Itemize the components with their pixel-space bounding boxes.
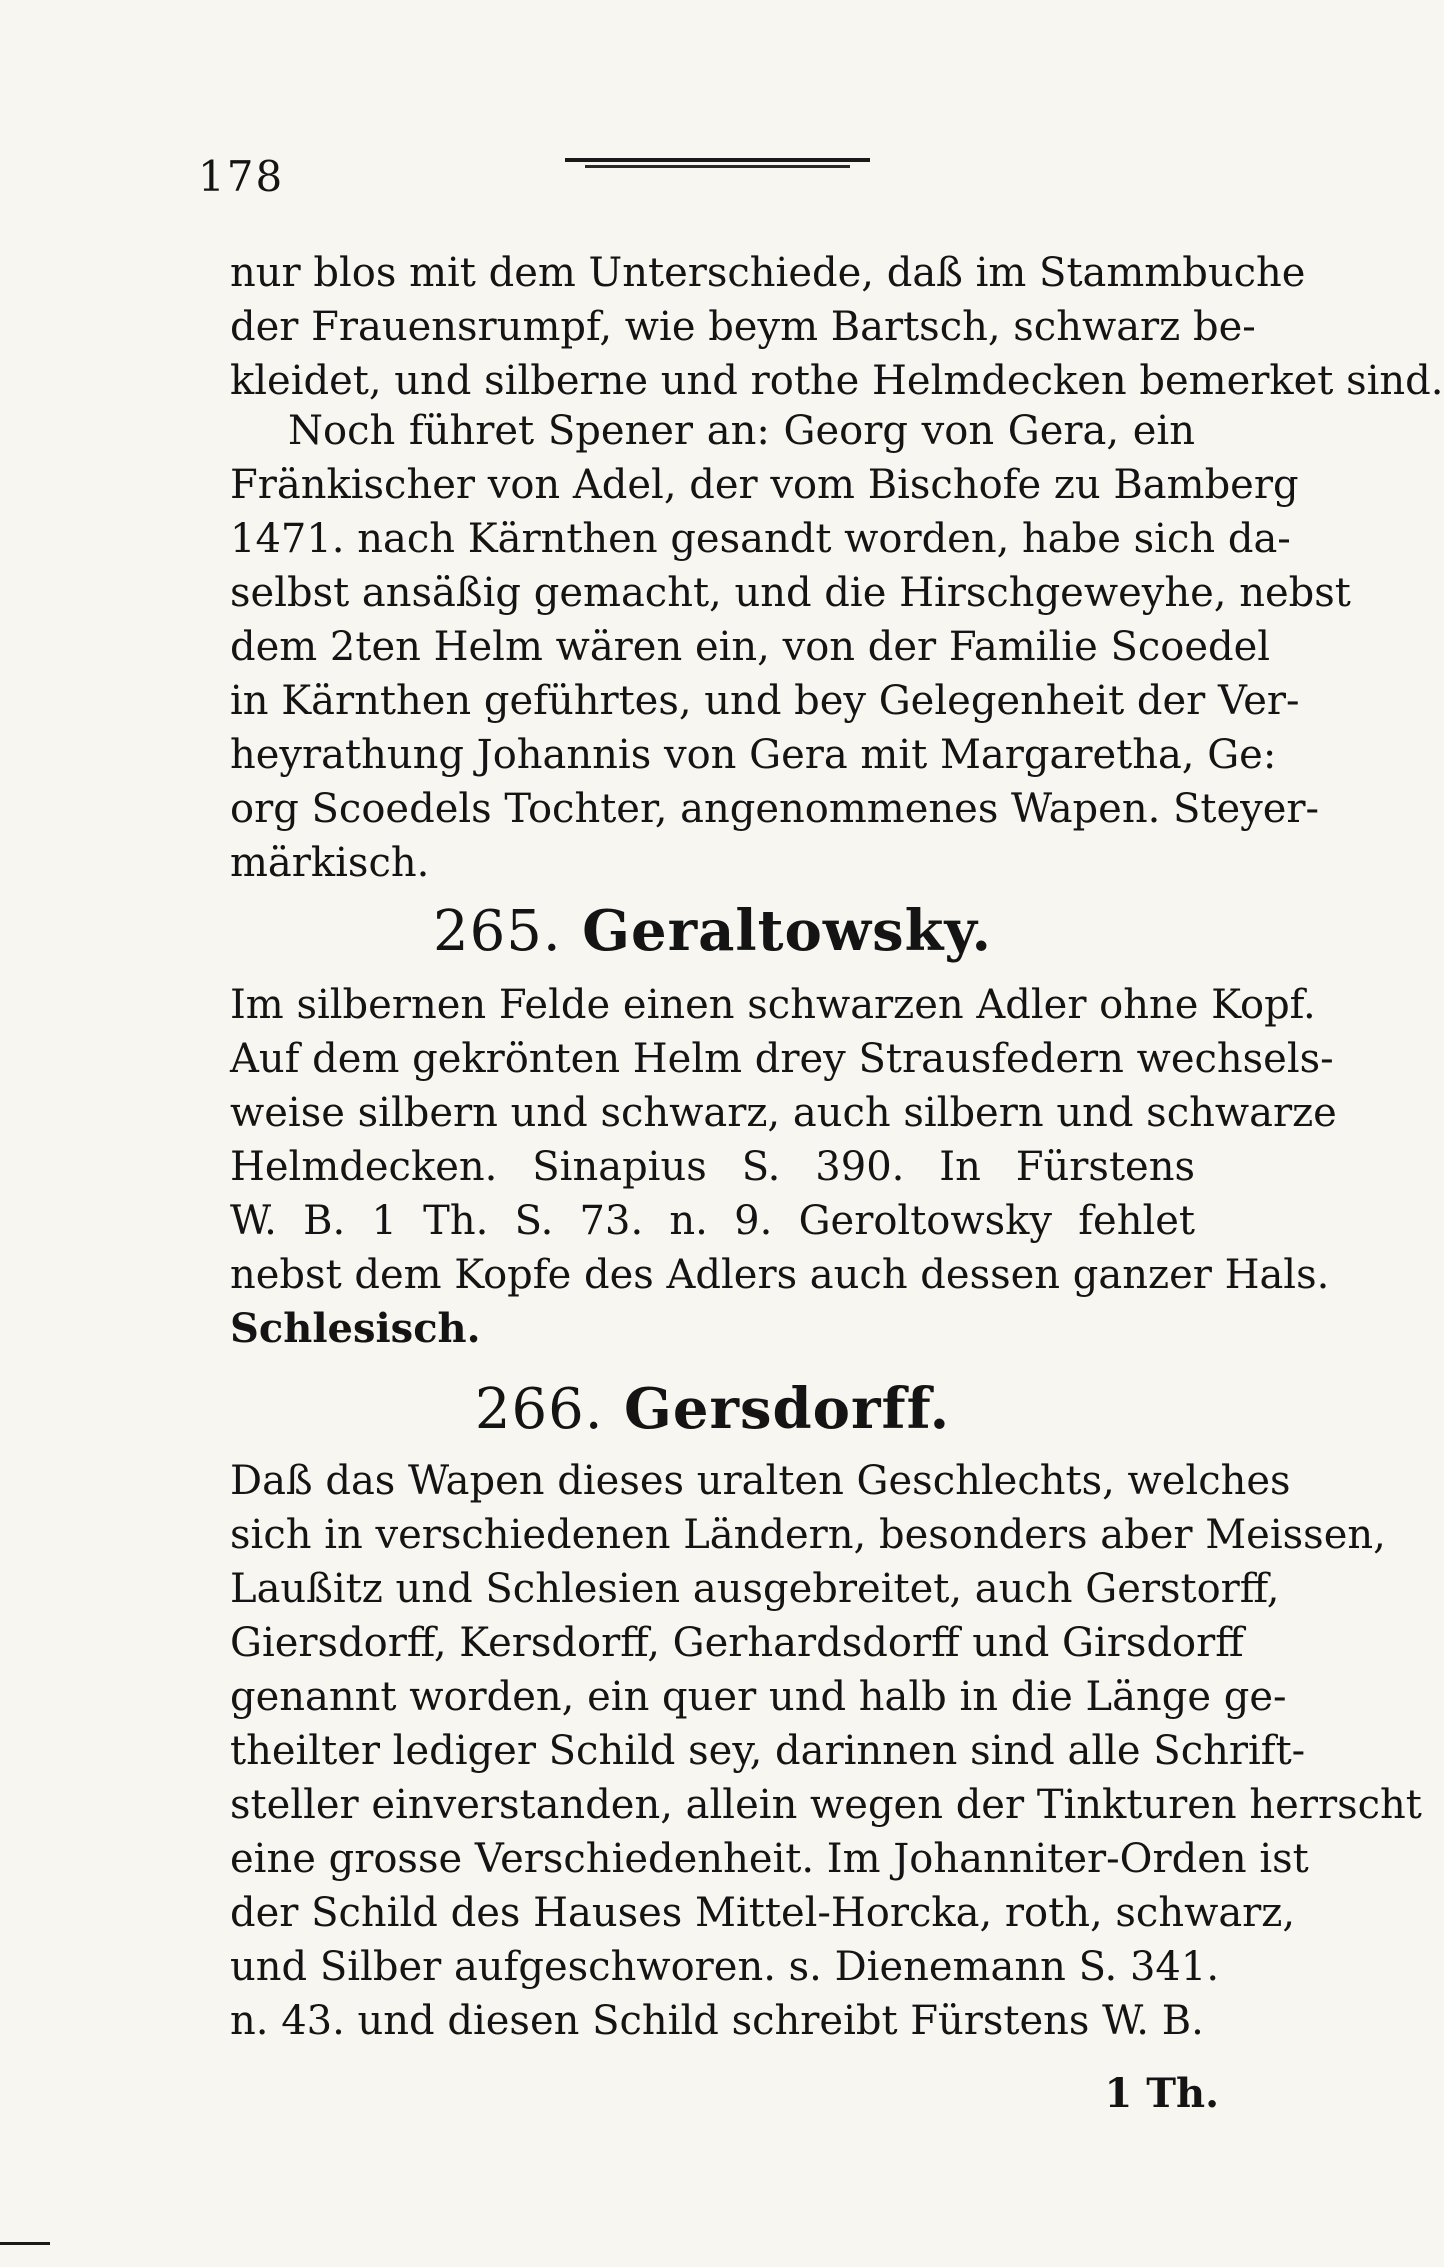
- text-line: Laußitz und Schlesien ausgebreitet, auch Gerstorff,: [230, 1566, 1280, 1612]
- section-title: Gersdorff.: [624, 1376, 951, 1442]
- text-line: n. 43. und diesen Schild schreibt Fürstens W. B.: [230, 1998, 1204, 2044]
- text-line: dem 2ten Helm wären ein, von der Familie Scoedel: [230, 624, 1271, 670]
- text-line: steller einverstanden, allein wegen der Tinkturen herrscht: [230, 1782, 1422, 1828]
- text-line: weise silbern und schwarz, auch silbern und schwarze: [230, 1090, 1337, 1136]
- page-number: 178: [198, 152, 285, 201]
- text-line: Fränkischer von Adel, der vom Bischofe zu Bamberg: [230, 462, 1299, 508]
- text-line: selbst ansäßig gemacht, und die Hirschgeweyhe, nebst: [230, 570, 1351, 616]
- text-line: Giersdorff, Kersdorff, Gerhardsdorff und Girsdorff: [230, 1620, 1244, 1666]
- text-line: Helmdecken. Sinapius S. 390. In Fürstens: [230, 1144, 1195, 1190]
- text-line: eine grosse Verschiedenheit. Im Johanniter-Orden ist: [230, 1836, 1309, 1882]
- text-line: sich in verschiedenen Ländern, besonders aber Meissen,: [230, 1512, 1386, 1558]
- section-number: 266.: [474, 1377, 604, 1442]
- text-line: Noch führet Spener an: Georg von Gera, ein: [288, 408, 1195, 454]
- text-line: 1471. nach Kärnthen gesandt worden, habe sich da-: [230, 516, 1291, 562]
- text-line: der Frauensrumpf, wie beym Bartsch, schwarz be-: [230, 304, 1256, 350]
- text-line: kleidet, und silberne und rothe Helmdecken bemerket sind.: [230, 358, 1444, 404]
- intro-paragraph: [230, 246, 1444, 408]
- section-265-heading: [230, 898, 1195, 964]
- text-line: W. B. 1 Th. S. 73. n. 9. Geroltowsky fehlet: [230, 1198, 1195, 1244]
- text-line: und Silber aufgeschworen. s. Dienemann S. 341.: [230, 1944, 1220, 1990]
- text-line: Auf dem gekrönten Helm drey Strausfedern wechsels-: [230, 1036, 1334, 1082]
- text-line: in Kärnthen geführtes, und bey Gelegenheit der Ver-: [230, 678, 1300, 724]
- text-line: genannt worden, ein quer und halb in die Länge ge-: [230, 1674, 1287, 1720]
- ornament-bar-upper: [565, 158, 870, 162]
- text-line: Im silbernen Felde einen schwarzen Adler ohne Kopf.: [230, 982, 1316, 1028]
- section-number: 265.: [432, 899, 562, 964]
- text-line: der Schild des Hauses Mittel-Horcka, roth, schwarz,: [230, 1890, 1296, 1936]
- ornament-bar-lower: [585, 165, 850, 168]
- text-line: nebst dem Kopfe des Adlers auch dessen ganzer Hals.: [230, 1252, 1330, 1298]
- scan-edge-mark: [0, 2242, 50, 2245]
- text-line: nur blos mit dem Unterschiede, daß im Stammbuche: [230, 250, 1306, 296]
- section-title: Geraltowsky.: [582, 898, 993, 964]
- section-266-heading: [230, 1376, 1195, 1442]
- text-line: Daß das Wapen dieses uralten Geschlechts, welches: [230, 1458, 1291, 1504]
- section-266-body: [230, 1454, 1422, 2048]
- text-line: org Scoedels Tochter, angenommenes Wapen. Steyer-: [230, 786, 1320, 832]
- catchword: 1 Th.: [1104, 2070, 1219, 2117]
- text-line: theilter lediger Schild sey, darinnen sind alle Schrift-: [230, 1728, 1306, 1774]
- header-ornament-rule: [565, 156, 870, 170]
- text-line: märkisch.: [230, 840, 430, 886]
- section-265-body: [230, 978, 1337, 1356]
- spener-paragraph: [230, 404, 1351, 890]
- text-line: Schlesisch.: [230, 1305, 481, 1352]
- text-line: heyrathung Johannis von Gera mit Margaretha, Ge:: [230, 732, 1277, 778]
